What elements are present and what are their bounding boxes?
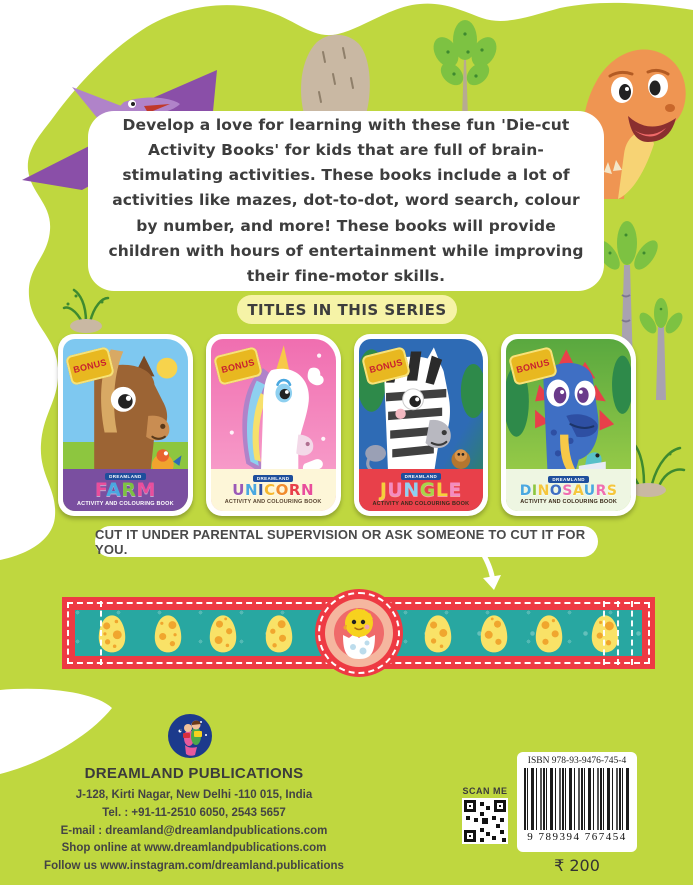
- egg-icon: [534, 613, 564, 653]
- egg-icon: [423, 613, 453, 653]
- farm-title: FARM: [94, 479, 156, 501]
- dinosaurs-title: DINOSAURS: [519, 482, 618, 499]
- publisher-shop-online: Shop online at www.dreamlandpublications.com: [61, 842, 327, 855]
- publisher-address: J-128, Kirti Nagar, New Delhi -110 015, India: [75, 789, 313, 801]
- series-heading-text: TITLES IN THIS SERIES: [247, 300, 447, 319]
- publisher-email: E-mail : dreamland@dreamlandpublications.com: [60, 824, 328, 837]
- scan-me-label: SCAN ME: [462, 786, 508, 796]
- publisher-instagram: Follow us www.instagram.com/dreamland.publications: [44, 860, 344, 873]
- unicorn-title-band: [211, 469, 336, 511]
- rock-illustration: [293, 30, 375, 118]
- unicorn-publisher-mark: DREAMLAND: [253, 475, 294, 482]
- price-label: ₹ 200: [554, 856, 600, 875]
- qr-code-icon: [462, 798, 508, 844]
- cutout-egg-strip: [62, 597, 655, 669]
- egg-icon: [264, 613, 294, 653]
- jungle-subtitle: ACTIVITY AND COLOURING BOOK: [372, 501, 470, 507]
- strip-cut-mark: [100, 601, 102, 665]
- isbn-number: ISBN 978-93-9476-745-4: [527, 756, 627, 766]
- dinosaurs-bonus-badge: BONUS: [508, 346, 558, 386]
- egg-icon: [208, 613, 238, 653]
- dinosaurs-subtitle: ACTIVITY AND COLOURING BOOK: [520, 498, 617, 505]
- down-arrow-icon: [468, 548, 508, 594]
- dreamland-logo: [167, 713, 213, 761]
- barcode-digits: 9 789394 767454: [527, 831, 627, 843]
- book-cover-farm: [58, 334, 193, 516]
- book-cover-jungle: [354, 334, 489, 516]
- series-heading-badge: [237, 295, 457, 324]
- farm-subtitle: ACTIVITY AND COLOURING BOOK: [76, 501, 174, 507]
- publisher-phone: Tel. : +91-11-2510 6050, 2543 5657: [102, 806, 286, 819]
- publisher-name: DREAMLAND PUBLICATIONS: [84, 765, 304, 782]
- unicorn-title: UNICORN: [232, 481, 314, 499]
- egg-icon: [479, 613, 509, 653]
- strip-cut-marks: [603, 601, 633, 665]
- publisher-info-block: [8, 765, 380, 876]
- scan-me-block: [460, 786, 510, 849]
- hatching-chick-medallion: [315, 589, 403, 677]
- jungle-publisher-mark: DREAMLAND: [401, 473, 442, 480]
- jungle-bonus-badge: BONUS: [361, 346, 411, 386]
- dinosaurs-publisher-mark: DREAMLAND: [548, 476, 589, 483]
- farm-publisher-mark: DREAMLAND: [105, 473, 146, 480]
- isbn-barcode-label: [517, 752, 637, 852]
- book-cover-unicorn: [206, 334, 341, 516]
- cut-instruction-text: CUT IT UNDER PARENTAL SUPERVISION OR ASK SOMEONE TO CUT IT FOR YOU.: [95, 526, 586, 557]
- intro-description-text: Develop a love for learning with these fun 'Die-cut Activity Books' for kids that are full of brain-stimulating activities. These books include a lot of activities like mazes, dot-to-dot, word search, colour by number, and more! These books will provide children with hours of entertainment while improving their fine-motor skills.: [108, 116, 584, 285]
- intro-description-box: [88, 111, 604, 291]
- unicorn-subtitle: ACTIVITY AND COLOURING BOOK: [224, 499, 322, 505]
- jungle-title-band: [359, 469, 484, 511]
- hatching-chick-icon: [337, 605, 381, 661]
- dinosaurs-title-band: [506, 469, 631, 511]
- cut-instruction-banner: [95, 526, 598, 557]
- jungle-title: JUNGLE: [379, 479, 462, 501]
- barcode-bars: [524, 768, 630, 830]
- unicorn-bonus-badge: BONUS: [213, 346, 263, 386]
- tree-illustration: [424, 18, 506, 118]
- egg-icon: [153, 613, 183, 653]
- book-cover-dinosaurs: [501, 334, 636, 516]
- series-books-row: [58, 334, 636, 516]
- farm-title-band: [63, 469, 188, 511]
- farm-bonus-badge: BONUS: [65, 346, 115, 386]
